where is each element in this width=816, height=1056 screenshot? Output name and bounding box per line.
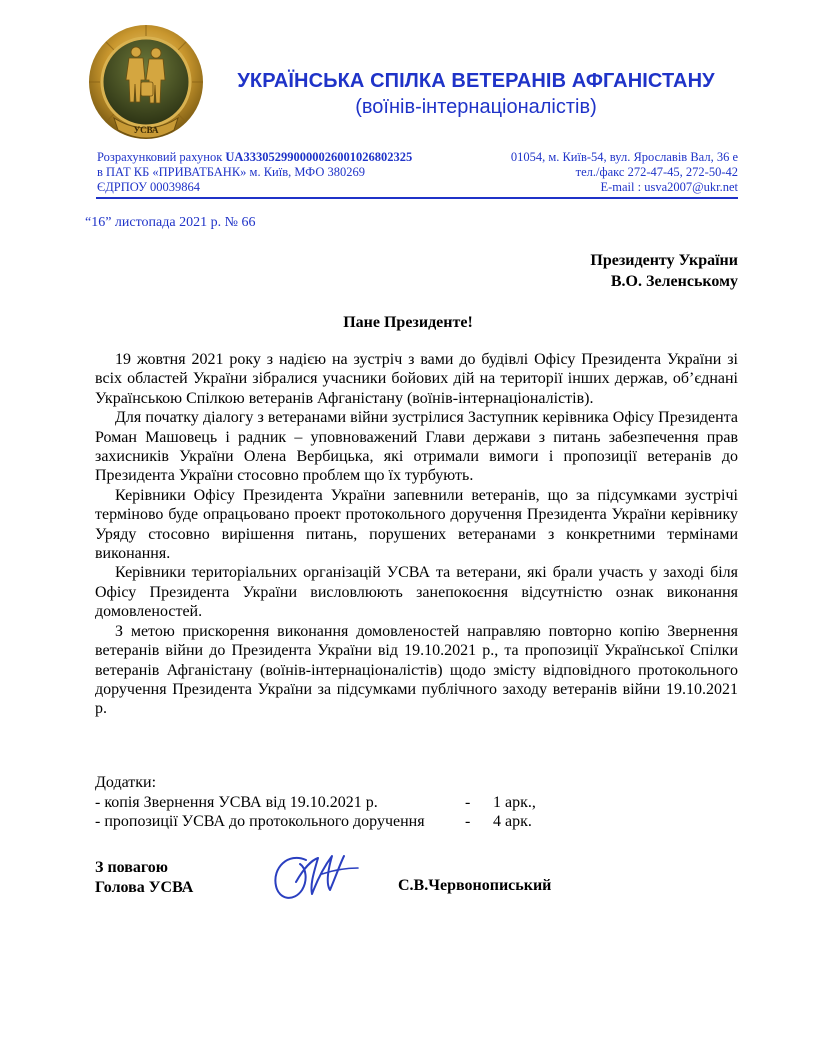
signer-name: С.В.Червонописький: [398, 877, 552, 894]
attachment-item: [95, 812, 536, 832]
body-paragraph: Для початку діалогу з ветеранами війни зустрілися Заступник керівника Офісу Президента Роман Машовець і радник – уповноважений Глави держави з питань забезпечення прав захисників України Олена Вербицька, які отримали вимоги і пропозиції ветеранів до Президента України стосовно проблем що їх турбують.: [95, 409, 738, 485]
body-paragraph: Керівники територіальних організацій УСВА та ветерани, які брали участь у заході біля Офісу Президента України висловлюють занепокоєння відсутністю ознак виконання домовленостей.: [95, 564, 738, 621]
closing-phrase: З повагою: [95, 859, 168, 876]
letter-date-number: “16” листопада 2021 р. № 66: [85, 215, 256, 230]
attachment-dash: -: [465, 813, 471, 830]
organization-subtitle: (воїнів-інтернаціоналістів): [355, 96, 597, 118]
handwritten-signature: [248, 838, 380, 914]
addressee-block: [590, 250, 738, 292]
address-line: 01054, м. Київ-54, вул. Ярославів Вал, 36 е: [510, 150, 738, 164]
body-paragraph: З метою прискорення виконання домовленостей направляю повторно копію Звернення ветеранів війни до Президента України від 19.10.2021 р., та пропозиції Української Спілки ветеранів Афганістану (воїнів-інтернаціоналістів) щодо змісту відповідного протокольного доручення Президента України за підсумками публічного заходу ветеранів війни 19.10.2021 р.: [95, 622, 738, 718]
organization-name: УКРАЇНСЬКА СПІЛКА ВЕТЕРАНІВ АФГАНІСТАНУ: [237, 70, 715, 92]
medal-emblem-icon: [84, 22, 208, 146]
attachment-name: - копія Звернення УСВА від 19.10.2021 р.: [95, 793, 378, 811]
body-paragraph: 19 жовтня 2021 року з надією на зустріч з вами до будівлі Офісу Президента України зі всіх областей України зібралися учасники бойових дій на території інших держав, об’єднані Українською Спілкою ветеранів Афганістану (воїнів-інтернаціоналістів).: [95, 351, 738, 407]
attachment-count: 1 арк.,: [493, 793, 536, 811]
attachment-dash: -: [465, 793, 471, 811]
letter-body: [95, 350, 738, 719]
contact-requisites: [511, 150, 738, 195]
signer-position: Голова УСВА: [95, 878, 194, 896]
salutation: Пане Президенте!: [343, 314, 473, 331]
signature-block: [95, 858, 193, 897]
signature-icon: [248, 838, 380, 914]
account-line: [97, 150, 412, 165]
phone-line: тел./факс 272-47-45, 272-50-42: [575, 165, 738, 179]
bank-requisites: [97, 150, 412, 195]
edrpou-line: ЄДРПОУ 00039864: [97, 180, 201, 194]
body-paragraph: Керівники Офісу Президента України запевнили ветеранів, що за підсумками зустрічі терміново буде опрацьовано проект протокольного доручення Президента України керівнику Уряду стосовно вирішення питань, порушених ветеранами з конкретними термінами виконання.: [95, 486, 738, 563]
attachments-block: [95, 773, 536, 832]
addressee-name: В.О. Зеленському: [610, 273, 738, 290]
addressee-title: Президенту України: [590, 252, 738, 269]
attachment-name: - пропозиції УСВА до протокольного доручення: [95, 813, 425, 830]
bank-line: в ПАТ КБ «ПРИВАТБАНК» м. Київ, МФО 380269: [97, 165, 365, 179]
account-number: UA333052990000026001026802325: [225, 150, 413, 164]
account-label: Розрахунковий рахунок: [97, 150, 226, 164]
logo-text: УСВА: [133, 125, 159, 135]
usva-logo: [84, 22, 208, 146]
attachments-title: Додатки:: [95, 774, 157, 791]
attachment-item: [95, 793, 536, 813]
attachment-count: 4 арк.: [493, 813, 532, 830]
header-divider: [96, 197, 738, 199]
email-line: E-mail : usva2007@ukr.net: [600, 180, 738, 194]
